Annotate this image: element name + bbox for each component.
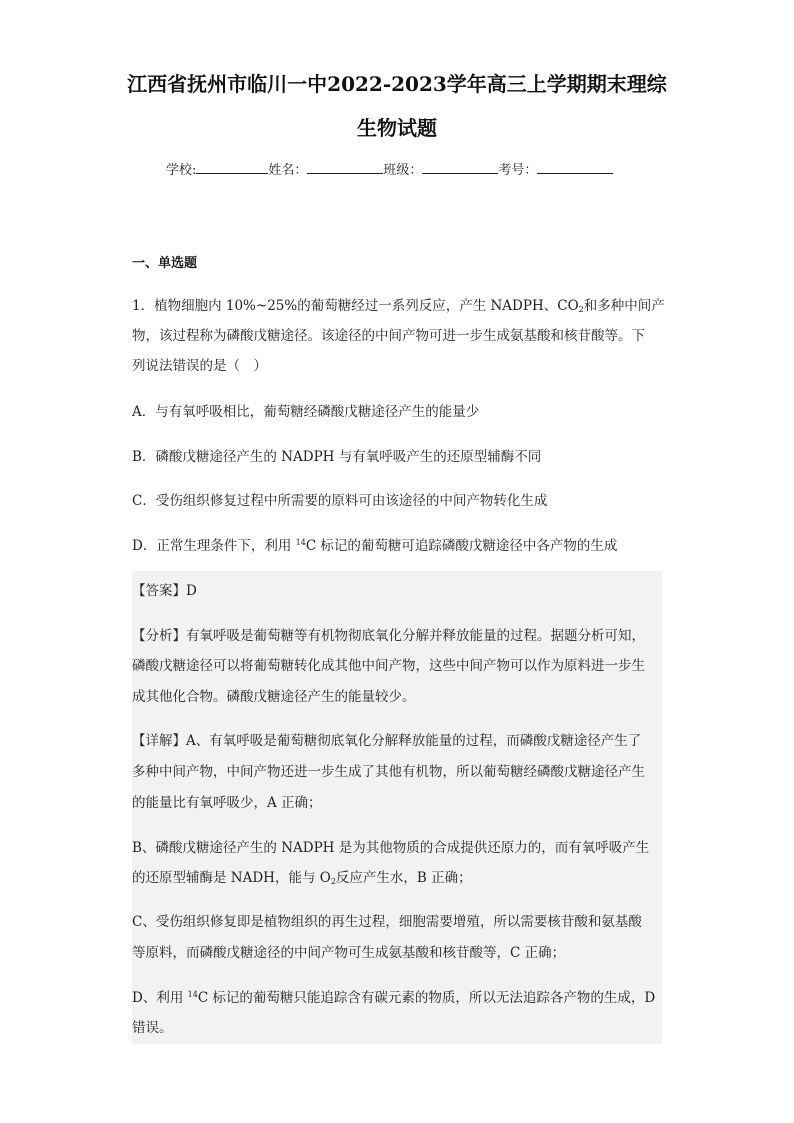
detail-d-line1 xyxy=(132,986,655,1006)
name-label: 姓名： xyxy=(268,163,308,178)
question-stem-line2: 物，该过程称为磷酸戊糖途径。该途径的中间产物可进一步生成氨基酸和核苷酸等。下 xyxy=(132,328,645,344)
option-d-text: D．正常生理条件下，利用 xyxy=(132,538,296,554)
detail-d-line2: 错误。 xyxy=(132,1020,173,1036)
analysis-line2: 磷酸戊糖途径可以将葡萄糖转化成其他中间产物，这些中间产物可以作为原料进一步生 xyxy=(132,658,645,674)
answer-line: 【答案】D xyxy=(132,583,197,599)
detail-b-text: 反应产生水，B 正确； xyxy=(335,870,472,886)
option-d-superscript: 14 xyxy=(295,538,306,547)
option-a: A．与有氧呼吸相比，葡萄糖经磷酸戊糖途径产生的能量少 xyxy=(132,404,480,420)
document-title-line1: 江西省抚州市临川一中2022-2023学年高三上学期期末理综 xyxy=(127,72,667,96)
detail-a-line1: 【详解】A、有氧呼吸是葡萄糖彻底氧化分解释放能量的过程，而磷酸戊糖途径产生了 xyxy=(132,733,642,749)
section-heading: 一、单选题 xyxy=(132,256,198,271)
detail-a-line3: 的能量比有氧呼吸少，A 正确； xyxy=(132,795,322,811)
detail-b-line1: B、磷酸戊糖途径产生的 NADPH 是为其他物质的合成提供还原力的，而有氧呼吸产生 xyxy=(132,840,650,856)
stem-subscript: 2 xyxy=(578,305,584,314)
option-d xyxy=(132,534,617,554)
detail-d-text: C 标记的葡萄糖只能追踪含有碳元素的物质，所以无法追踪各产物的生成，D xyxy=(197,990,656,1006)
class-blank[interactable] xyxy=(422,161,498,174)
analysis-line1: 【分析】有氧呼吸是葡萄糖等有机物彻底氧化分解并释放能量的过程。据题分析可知， xyxy=(132,628,645,644)
name-blank[interactable] xyxy=(307,161,383,174)
detail-b-line2 xyxy=(132,866,472,886)
student-info-row xyxy=(166,159,613,178)
option-d-text: C 标记的葡萄糖可追踪磷酸戊糖途径中各产物的生成 xyxy=(305,538,618,554)
stem-text: 和多种中间产 xyxy=(583,298,665,314)
stem-text: 1．植物细胞内 10%~25%的葡萄糖经过一系列反应，产生 NADPH、CO xyxy=(132,298,579,314)
option-c: C．受伤组织修复过程中所需要的原料可由该途径的中间产物转化生成 xyxy=(132,493,548,509)
question-stem-line3: 列说法错误的是（ ） xyxy=(132,358,267,374)
class-label: 班级： xyxy=(383,163,423,178)
document-title-line2: 生物试题 xyxy=(357,116,437,140)
detail-c-line1: C、受伤组织修复即是植物组织的再生过程，细胞需要增殖，所以需要核苷酸和氨基酸 xyxy=(132,914,642,930)
question-stem-line1 xyxy=(132,294,665,314)
detail-a-line2: 多种中间产物，中间产物还进一步生成了其他有机物，所以葡萄糖经磷酸戊糖途径产生 xyxy=(132,764,645,780)
detail-b-text: 的还原型辅酶是 NADH，能与 O xyxy=(132,870,331,886)
exam-number-blank[interactable] xyxy=(537,161,613,174)
detail-b-subscript: 2 xyxy=(330,877,336,886)
detail-d-superscript: 14 xyxy=(187,990,198,999)
school-label: 学校: xyxy=(166,163,197,178)
detail-d-text: D、利用 xyxy=(132,990,188,1006)
exam-number-label: 考号： xyxy=(498,163,538,178)
detail-c-line2: 等原料，而磷酸戊糖途径的中间产物可生成氨基酸和核苷酸等，C 正确； xyxy=(132,945,566,961)
school-blank[interactable] xyxy=(196,161,268,174)
option-b: B．磷酸戊糖途径产生的 NADPH 与有氧呼吸产生的还原型辅酶不同 xyxy=(132,449,542,465)
analysis-line3: 成其他化合物。磷酸戊糖途径产生的能量较少。 xyxy=(132,689,416,705)
